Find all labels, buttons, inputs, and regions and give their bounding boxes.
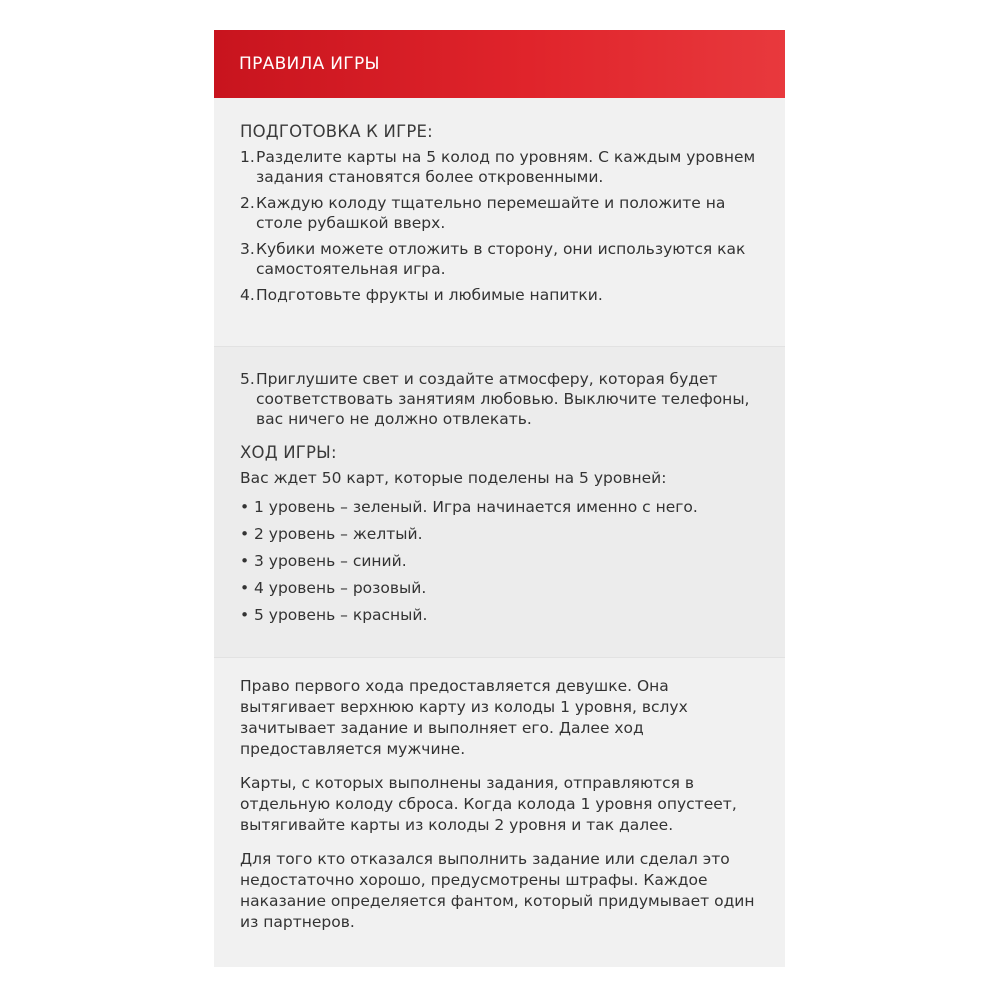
step-text: Каждую колоду тщательно перемешайте и положите на столе рубашкой вверх. (256, 194, 726, 232)
step-text: Подготовьте фрукты и любимые напитки. (256, 286, 603, 304)
header-title: ПРАВИЛА ИГРЫ (239, 54, 380, 74)
level-text: 3 уровень – синий. (254, 552, 407, 570)
level-item (240, 524, 767, 544)
bullet-icon: • (240, 525, 250, 543)
gameplay-title: ХОД ИГРЫ: (240, 443, 337, 462)
preparation-panel (214, 98, 785, 346)
step-number: 3. (240, 240, 255, 258)
gameplay-intro: Вас ждет 50 карт, которые поделены на 5 уровней: (240, 469, 667, 487)
level-item (240, 578, 767, 598)
level-text: 4 уровень – розовый. (254, 579, 427, 597)
level-item (240, 605, 767, 625)
level-item (240, 551, 767, 571)
rules-paragraph: Право первого хода предоставляется девушке. Она вытягивает верхнюю карту из колоды 1 уровня, вслух зачитывает задание и выполняет его. Далее ход предоставляется мужчине. (240, 677, 688, 758)
bullet-icon: • (240, 552, 250, 570)
step-item (240, 147, 767, 187)
step-item (240, 369, 767, 429)
rules-paragraph: Для того кто отказался выполнить задание или сделал это недостаточно хорошо, предусмотрены штрафы. Каждое наказание определяется фантом, который придумывает один из партнеров. (240, 850, 755, 931)
level-text: 1 уровень – зеленый. Игра начинается именно с него. (254, 498, 698, 516)
rules-header (214, 30, 785, 98)
step-number: 4. (240, 286, 255, 304)
gameplay-panel (214, 346, 785, 657)
rules-paragraph: Карты, с которых выполнены задания, отправляются в отдельную колоду сброса. Когда колода 1 уровня опустеет, вытягивайте карты из колоды 2 уровня и так далее. (240, 774, 737, 834)
step-item (240, 239, 767, 279)
rules-panel (214, 657, 785, 967)
step-text: Приглушите свет и создайте атмосферу, которая будет соответствовать занятиям любовью. Выключите телефоны, вас ничего не должно отвлекать. (256, 370, 750, 428)
level-list (240, 497, 767, 625)
preparation-title: ПОДГОТОВКА К ИГРЕ: (240, 122, 433, 141)
step-text: Кубики можете отложить в сторону, они используются как самостоятельная игра. (256, 240, 746, 278)
level-text: 2 уровень – желтый. (254, 525, 423, 543)
level-item (240, 497, 767, 517)
bullet-icon: • (240, 498, 250, 516)
step-number: 2. (240, 194, 255, 212)
step-number: 1. (240, 148, 255, 166)
level-text: 5 уровень – красный. (254, 606, 428, 624)
step-number: 5. (240, 370, 255, 388)
step-item (240, 285, 767, 305)
bullet-icon: • (240, 606, 250, 624)
step-item (240, 193, 767, 233)
preparation-steps (240, 147, 767, 305)
step-text: Разделите карты на 5 колод по уровням. С каждым уровнем задания становятся более откровенными. (256, 148, 756, 186)
rules-card (214, 30, 785, 968)
bullet-icon: • (240, 579, 250, 597)
preparation-steps-continued (240, 369, 767, 429)
